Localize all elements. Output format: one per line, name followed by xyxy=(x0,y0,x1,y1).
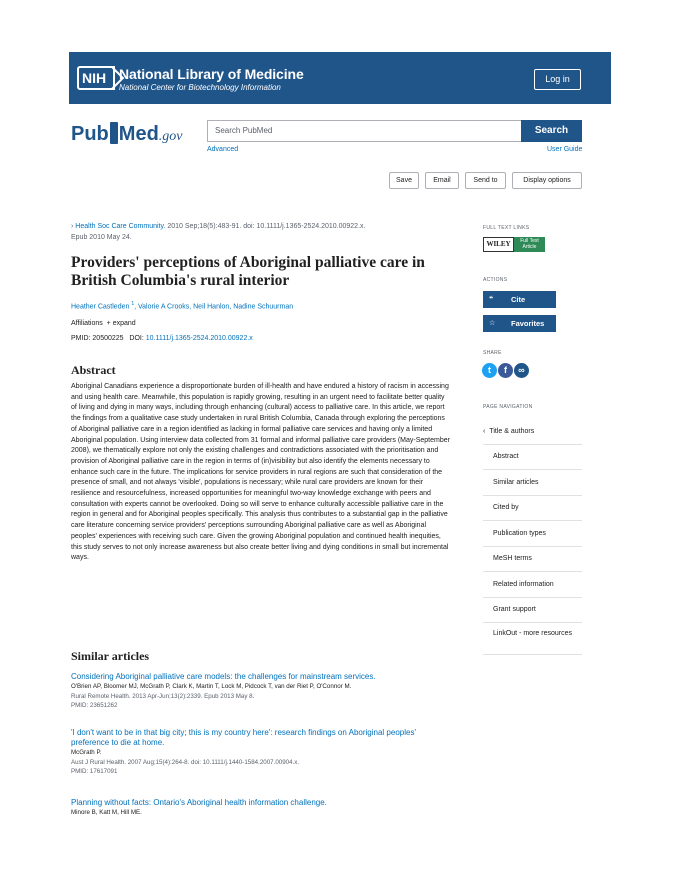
full-text-links-label: FULL TEXT LINKS xyxy=(483,225,530,231)
facebook-icon[interactable]: f xyxy=(498,363,513,378)
page-navigation-label: PAGE NAVIGATION xyxy=(483,404,533,410)
logo-pub: Pub xyxy=(71,123,109,145)
display-options-button[interactable]: Display options xyxy=(512,172,582,189)
twitter-icon[interactable]: t xyxy=(482,363,497,378)
similar-article-link[interactable]: Considering Aboriginal palliative care models: the challenges for mainstream services. xyxy=(71,672,376,681)
plus-icon: + xyxy=(106,320,111,327)
email-button[interactable]: Email xyxy=(425,172,459,189)
nav-item-label: Title & authors xyxy=(489,427,535,435)
pubmed-bookmark-icon xyxy=(110,122,118,144)
full-text-article-badge: Full Text Article xyxy=(514,237,545,252)
author-link[interactable]: Nadine Schuurman xyxy=(233,303,294,311)
doi-link[interactable]: 10.1111/j.1365-2524.2010.00922.x xyxy=(145,335,253,342)
login-button[interactable]: Log in xyxy=(534,69,581,90)
affiliations-toggle[interactable] xyxy=(71,320,136,327)
epub-date: Epub 2010 May 24. xyxy=(71,234,132,241)
share-buttons xyxy=(482,363,529,378)
user-guide-link[interactable]: User Guide xyxy=(547,146,583,153)
similar-article xyxy=(71,798,456,818)
article-title: Providers' perceptions of Aboriginal palliative care in British Columbia's rural interior xyxy=(71,254,425,289)
save-button[interactable]: Save xyxy=(389,172,419,189)
author-list: Heather Castleden $^1$, Valorie A Crooks, Neil Hanlon, Nadine Schuurman xyxy=(71,301,294,311)
similar-article-authors: O'Brien AP, Bloomer MJ, McGrath P, Clark K, Martin T, Lock M, Pidcock T, van der Riet P, O'Connor M. xyxy=(71,683,352,690)
advanced-search-link[interactable]: Advanced xyxy=(207,146,239,153)
nih-header xyxy=(69,52,611,104)
share-label: SHARE xyxy=(483,350,502,356)
journal-link[interactable]: Health Soc Care Community. xyxy=(75,223,166,230)
send-to-button[interactable]: Send to xyxy=(465,172,506,189)
similar-article-link[interactable]: 'I don't want to be in that big city; this is my country here': research findings on Aboriginal peoples' preference to die at home. xyxy=(71,728,416,747)
nav-grant-support[interactable]: Grant support xyxy=(483,598,582,624)
nav-linkout[interactable]: LinkOut - more resources xyxy=(483,623,582,655)
affiliations-label: Affiliations xyxy=(71,320,103,327)
org-subtitle: National Center for Biotechnology Information xyxy=(119,83,281,92)
citation-details: 2010 Sep;18(5):483-91. doi: 10.1111/j.1365-2524.2010.00922.x. xyxy=(165,223,366,230)
similar-articles-heading: Similar articles xyxy=(71,649,150,663)
quote-icon: ❝ xyxy=(489,296,494,303)
similar-article xyxy=(71,672,456,711)
doi-label: DOI: xyxy=(129,335,144,342)
search-input[interactable]: Search PubMed xyxy=(207,120,522,142)
logo-gov: .gov xyxy=(158,129,183,144)
article-ids xyxy=(71,335,253,342)
wiley-logo: WILEY xyxy=(483,237,514,252)
nih-logo[interactable]: NIH xyxy=(77,66,115,90)
pmid-label: PMID: xyxy=(71,335,91,342)
cite-label: Cite xyxy=(511,295,526,304)
cite-button[interactable] xyxy=(483,291,556,308)
similar-article-authors: McGrath P. xyxy=(71,749,102,756)
chevron-right-icon: › xyxy=(71,223,74,230)
similar-article-pmid: PMID: 23651262 xyxy=(71,702,118,709)
org-title[interactable]: National Library of Medicine xyxy=(119,66,304,82)
favorites-button[interactable] xyxy=(483,315,556,332)
pubmed-logo[interactable] xyxy=(71,122,183,146)
nav-similar-articles[interactable]: Similar articles xyxy=(483,470,582,496)
search-button[interactable]: Search xyxy=(521,120,582,142)
abstract-heading: Abstract xyxy=(71,363,116,377)
similar-article xyxy=(71,728,456,777)
nav-publication-types[interactable]: Publication types xyxy=(483,521,582,547)
similar-article-source: Rural Remote Health. 2013 Apr-Jun;13(2):2339. Epub 2013 May 8. xyxy=(71,692,255,700)
nav-mesh-terms[interactable]: MeSH terms xyxy=(483,547,582,573)
chevron-left-icon: ‹ xyxy=(483,427,486,435)
logo-med: Med xyxy=(118,123,159,145)
author-link[interactable]: Valorie A Crooks xyxy=(138,303,190,311)
similar-article-link[interactable]: Planning without facts: Ontario's Aboriginal health information challenge. xyxy=(71,798,327,807)
favorites-label: Favorites xyxy=(511,319,545,328)
permalink-icon[interactable]: ∞ xyxy=(514,363,529,378)
nav-related-information[interactable]: Related information xyxy=(483,572,582,598)
wiley-full-text-link[interactable] xyxy=(483,237,545,252)
page-navigation xyxy=(483,419,582,655)
similar-article-authors: Minore B, Katt M, Hill ME. xyxy=(71,809,142,816)
actions-label: ACTIONS xyxy=(483,277,508,283)
nav-cited-by[interactable]: Cited by xyxy=(483,496,582,522)
author-link[interactable]: Heather Castleden xyxy=(71,303,130,311)
nav-abstract[interactable]: Abstract xyxy=(483,445,582,471)
star-icon: ☆ xyxy=(489,320,496,327)
abstract-text: Aboriginal Canadians experience a disproportionate burden of ill-health and have endured a history of racism in accessing and using health care. Meanwhile, this population is rapidly growing, resulting in an urgent need to facilitate better quality of living and dying in many ways, including through enhancing (cultural) access to palliative care. In this article, we report the findings from a qualitative case study undertaken in rural British Columbia, Canada through exploring the perceptions of Aboriginal palliative care in a region identified as lacking in formal palliative care services and having only a limited Aboriginal population. Using interview data collected from 31 formal and informal palliative care providers (May-September 2008), we thematically explore not only the existing challenges and contradictions associated with the prioritisation and provision of Aboriginal palliative care in the region in terms of (in)visibility but also identify the elements necessary to enhance such care in the future. The implications for service providers in rural regions are such that consideration of the presence of small, and not always 'visible', populations is necessary; while rural care providers are known for their resilience and resourcefulness, increased opportunities for meaningful two-way knowledge exchange with peers and consultation with experts cannot be overlooked. Doing so will serve to enhance culturally accessible palliative care in the region in general and for Aboriginal peoples specifically. This analysis thus contributes to a substantial gap in the palliative care literature concerning service providers' perceptions surrounding Aboriginal palliative care as well as Aboriginal peoples' experiences with receiving such care. Given the growing Aboriginal population and continued health inequities, this study serves to not only increase awareness but also create better living and dying conditions in small but incremental ways. xyxy=(71,383,450,562)
expand-label: expand xyxy=(112,320,136,327)
citation xyxy=(71,221,456,243)
affiliation-number[interactable]: 1 xyxy=(131,301,135,307)
similar-article-pmid: PMID: 17617091 xyxy=(71,768,118,775)
nav-title-authors[interactable] xyxy=(483,419,582,445)
author-link[interactable]: Neil Hanlon xyxy=(193,303,230,311)
pmid-value: 20500225 xyxy=(92,335,124,342)
similar-article-source: Aust J Rural Health. 2007 Aug;15(4):264-8. doi: 10.1111/j.1440-1584.2007.00904.x. xyxy=(71,758,300,766)
